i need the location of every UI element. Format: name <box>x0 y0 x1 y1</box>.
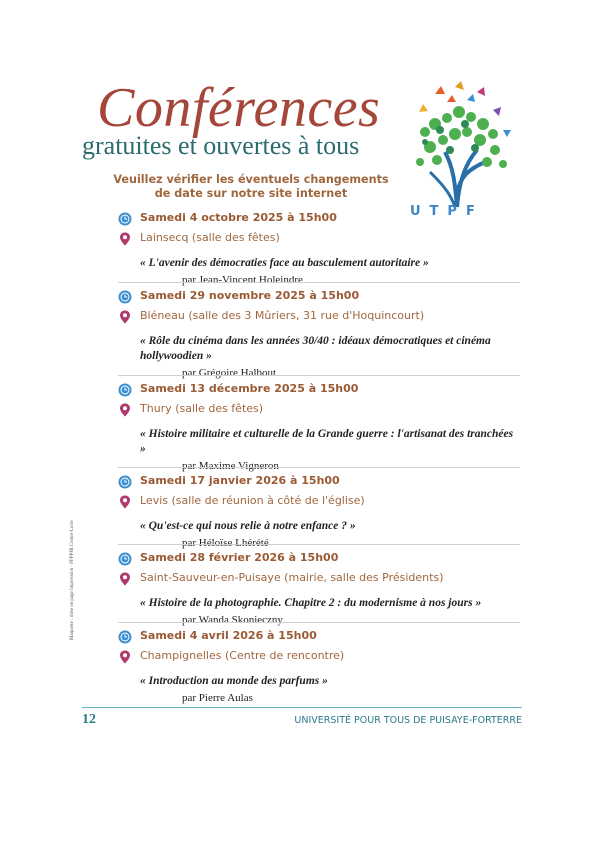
event-talk-title: « L'avenir des démocraties face au basculement autoritaire » <box>140 257 429 269</box>
location-pin-icon <box>118 403 132 417</box>
event-talk-title: « Qu'est-ce qui nous relie à notre enfance ? » <box>140 520 356 532</box>
event-item <box>118 550 538 628</box>
event-item <box>118 628 538 706</box>
divider <box>118 375 520 376</box>
location-pin-icon <box>118 232 132 246</box>
event-date: Samedi 4 avril 2026 à 15h00 <box>140 629 317 642</box>
event-place: Thury (salle des fêtes) <box>140 402 264 415</box>
event-place: Lainsecq (salle des fêtes) <box>140 231 280 244</box>
event-talk-title: « Histoire de la photographie. Chapitre 2 : du modernisme à nos jours » <box>140 597 482 609</box>
event-date: Samedi 29 novembre 2025 à 15h00 <box>140 289 360 302</box>
footer-org-name: UNIVERSITÉ POUR TOUS DE PUISAYE-FORTERRE <box>294 715 522 726</box>
page-header <box>0 0 595 230</box>
event-date: Samedi 17 janvier 2026 à 15h00 <box>140 474 340 487</box>
event-talk-title: « Rôle du cinéma dans les années 30/40 : idéaux démocratiques et cinéma hollywoodien » <box>140 335 491 362</box>
divider <box>118 622 520 623</box>
event-date: Samedi 4 octobre 2025 à 15h00 <box>140 211 337 224</box>
clock-icon <box>118 290 132 304</box>
event-place: Champignelles (Centre de rencontre) <box>140 649 345 662</box>
event-item <box>118 381 538 474</box>
date-change-notice <box>106 173 396 201</box>
location-pin-icon <box>118 495 132 509</box>
page-subtitle: gratuites et ouvertes à tous <box>82 131 360 160</box>
utpf-tree-logo <box>395 72 525 222</box>
page-number: 12 <box>82 712 96 727</box>
event-talk-title: « Introduction au monde des parfums » <box>140 675 328 687</box>
event-speaker: par Jean-Vincent Holeindre <box>182 274 303 286</box>
event-place: Levis (salle de réunion à côté de l'église) <box>140 494 365 507</box>
event-speaker: par Pierre Aulas <box>182 692 253 704</box>
event-item <box>118 210 538 288</box>
footer-divider <box>82 707 522 708</box>
event-item <box>118 473 538 551</box>
divider <box>118 467 520 468</box>
event-speaker: par Wanda Skonieczny <box>182 614 283 626</box>
location-pin-icon <box>118 572 132 586</box>
divider <box>118 544 520 545</box>
event-speaker: par Grégoire Halbout <box>182 367 277 379</box>
event-speaker: par Héloïse Lhérété <box>182 537 269 549</box>
page-title: Conférences <box>97 77 381 139</box>
event-date: Samedi 28 février 2026 à 15h00 <box>140 551 339 564</box>
event-speaker: par Maxime Vigneron <box>182 460 279 472</box>
clock-icon <box>118 212 132 226</box>
clock-icon <box>118 552 132 566</box>
notice-line-2: de date sur notre site internet <box>154 187 348 200</box>
clock-icon <box>118 475 132 489</box>
event-place: Bléneau (salle des 3 Mûriers, 31 rue d'Hoquincourt) <box>140 309 425 322</box>
event-date: Samedi 13 décembre 2025 à 15h00 <box>140 382 359 395</box>
notice-line-1: Veuillez vérifier les éventuels changements <box>113 173 389 186</box>
location-pin-icon <box>118 650 132 664</box>
event-item <box>118 288 538 381</box>
event-place: Saint-Sauveur-en-Puisaye (mairie, salle des Présidents) <box>140 571 444 584</box>
logo-text: UTPF <box>410 204 484 219</box>
side-print-note: Maquette : mise en page impression · FFPPJR Centre-Loire <box>70 520 75 640</box>
location-pin-icon <box>118 310 132 324</box>
clock-icon <box>118 630 132 644</box>
event-talk-title: « Histoire militaire et culturelle de la Grande guerre : l'artisanat des tranchées » <box>140 428 514 455</box>
divider <box>118 282 520 283</box>
clock-icon <box>118 383 132 397</box>
